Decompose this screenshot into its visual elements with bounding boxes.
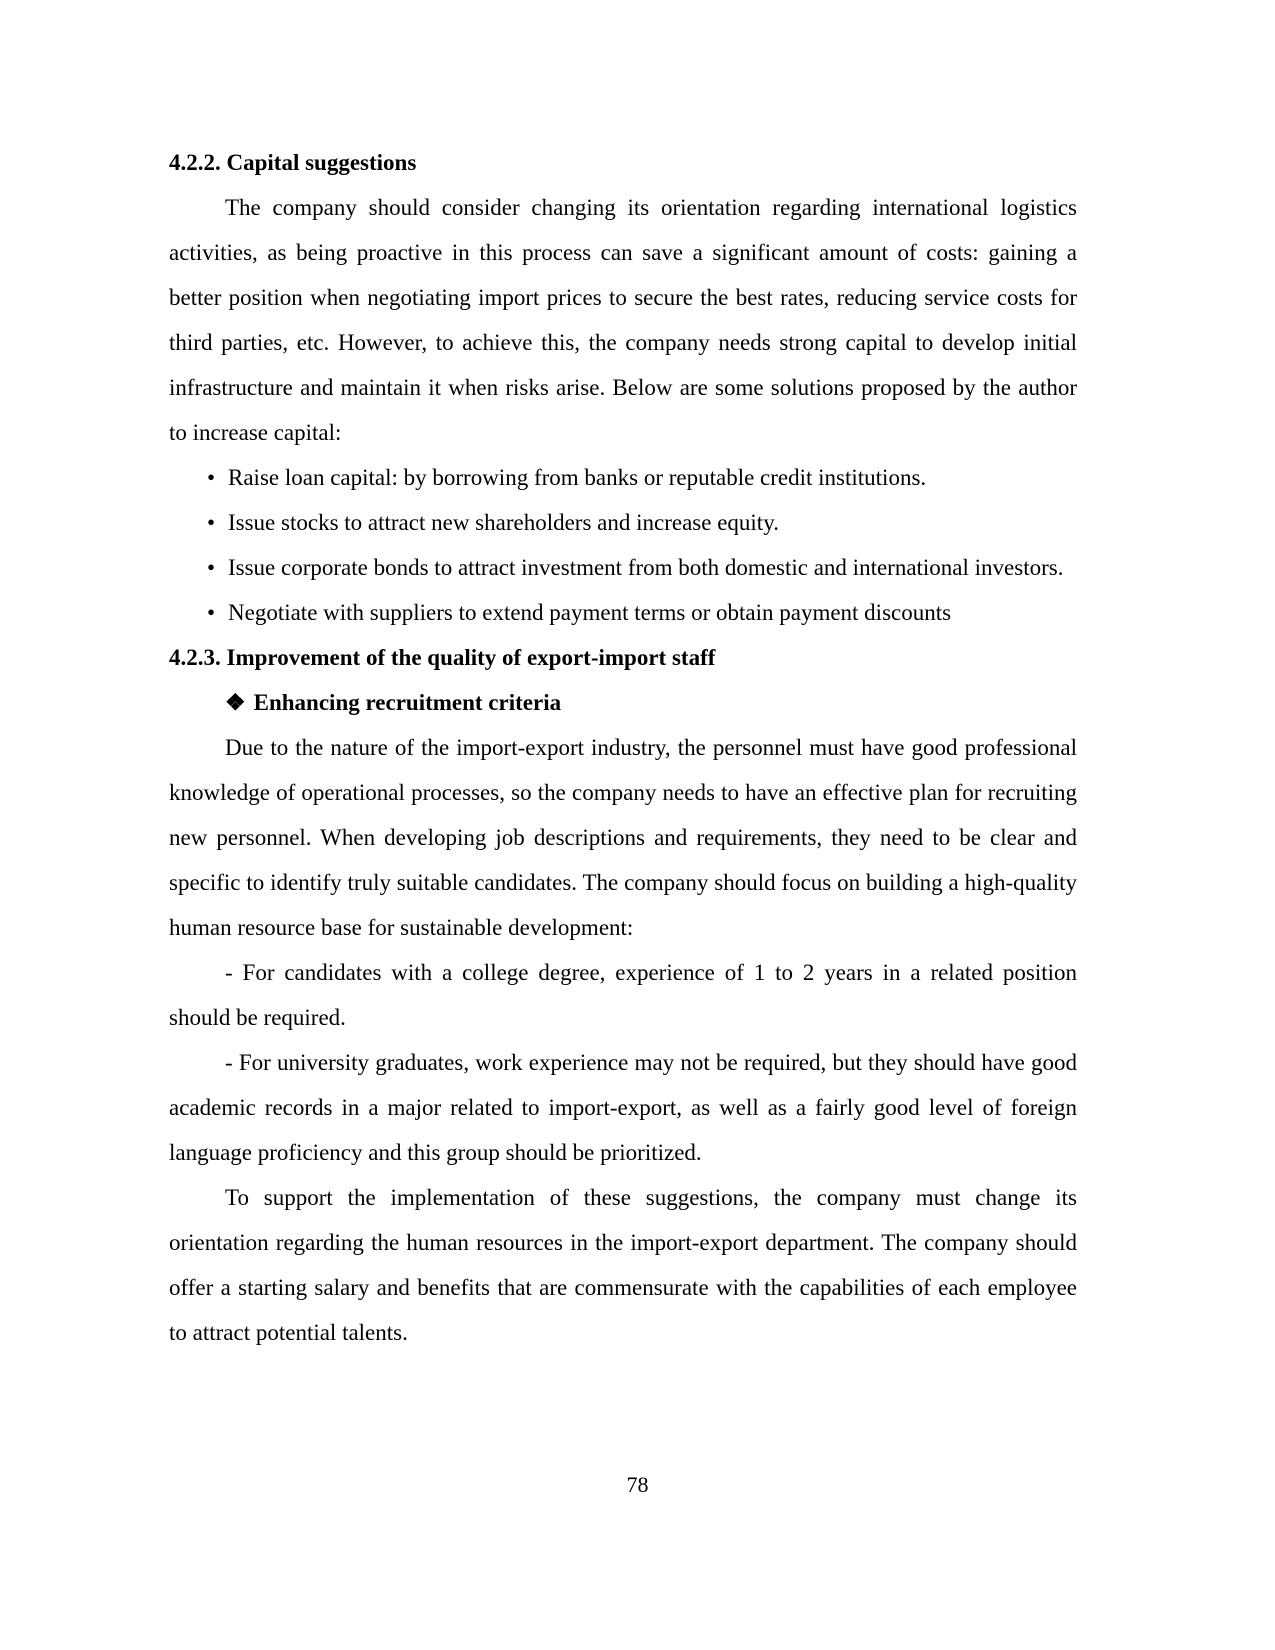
- bullet-icon: •: [207, 555, 216, 580]
- list-item-text: Negotiate with suppliers to extend payment terms or obtain payment discounts: [228, 600, 952, 625]
- list-item: [169, 590, 1077, 635]
- capital-intro-paragraph: The company should consider changing its orientation regarding international logistics activities, as being proactive in this process can save a significant amount of costs: gaining a better position when negotiating import prices to secure the best rates, reducing service costs for third parties, etc. However, to achieve this, the company needs strong capital to develop initial infrastructure and maintain it when risks arise. Below are some solutions proposed by the author to increase capital:: [169, 195, 1077, 445]
- list-item-text: Raise loan capital: by borrowing from banks or reputable credit institutions.: [228, 465, 927, 490]
- bullet-icon: •: [207, 465, 216, 490]
- bullet-icon: •: [207, 510, 216, 535]
- bullet-icon: •: [207, 600, 216, 625]
- recruitment-subheading-text: Enhancing recruitment criteria: [253, 690, 562, 715]
- page-number: 78: [626, 1472, 649, 1497]
- university-graduates-paragraph: - For university graduates, work experience may not be required, but they should have good academic records in a major related to import-export, as well as a fairly good level of foreign language proficiency and this group should be prioritized.: [169, 1050, 1077, 1165]
- list-item-text: Issue stocks to attract new shareholders and increase equity.: [228, 510, 779, 535]
- support-implementation-paragraph: To support the implementation of these suggestions, the company must change its orientation regarding the human resources in the import-export department. The company should offer a starting salary and benefits that are commensurate with the capabilities of each employee to attract potential talents.: [169, 1185, 1077, 1345]
- recruitment-subheading: [169, 680, 1077, 725]
- recruitment-paragraph: Due to the nature of the import-export industry, the personnel must have good professional knowledge of operational processes, so the company needs to have an effective plan for recruiting new personnel. When developing job descriptions and requirements, they need to be clear and specific to identify truly suitable candidates. The company should focus on building a high-quality human resource base for sustainable development:: [169, 735, 1077, 940]
- page-content: [169, 140, 1077, 1355]
- capital-solutions-list: [169, 455, 1077, 635]
- list-item: [169, 500, 1077, 545]
- college-degree-paragraph: - For candidates with a college degree, experience of 1 to 2 years in a related position should be required.: [169, 960, 1077, 1030]
- section-heading-4-2-3: 4.2.3. Improvement of the quality of export-import staff: [169, 645, 716, 670]
- list-item: [169, 455, 1077, 500]
- list-item-text: Issue corporate bonds to attract investment from both domestic and international investors.: [228, 555, 1064, 580]
- diamond-bullet-icon: ❖: [225, 690, 246, 715]
- list-item: [169, 545, 1077, 590]
- section-heading-4-2-2: 4.2.2. Capital suggestions: [169, 150, 417, 175]
